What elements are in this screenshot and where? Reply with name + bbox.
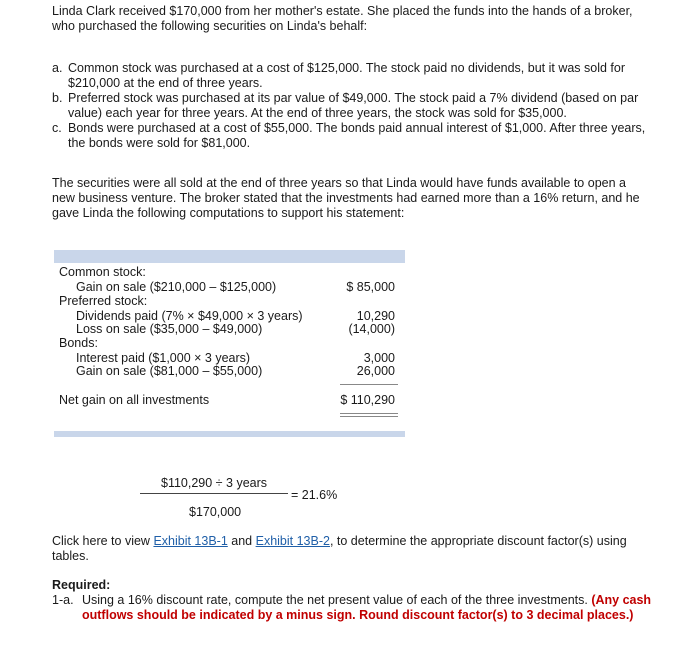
fraction-result: = 21.6% (291, 488, 338, 502)
list-marker: c. (52, 121, 62, 135)
pref-dividend-value: 10,290 (356, 309, 395, 323)
table-header-bar (54, 250, 405, 263)
table-footer-bar (54, 431, 405, 437)
fraction-denominator: $170,000 (189, 505, 242, 519)
list-text: Bonds were purchased at a cost of $55,000. The bonds paid annual interest of $1,000. After three years, the bonds were sold for $81,000. (68, 121, 646, 150)
pref-loss-value: (14,000) (348, 322, 395, 336)
list-text: Preferred stock was purchased at its par value of $49,000. The stock paid a 7% dividend (based on par value) each year for three years. At the end of three years, the stock was sold for $35,000. (68, 91, 639, 120)
broker-paragraph: The securities were all sold at the end of three years so that Linda would have funds available to open a new business venture. The broker stated that the investments had earned more than a 16% return, and he gave Linda the following computations to support his statement: (52, 176, 640, 220)
exhibit-text-middle: and (227, 534, 256, 548)
exhibit-13b-2-link[interactable]: Exhibit 13B-2 (255, 534, 330, 548)
exhibit-13b-1-link[interactable]: Exhibit 13B-1 (153, 534, 228, 548)
common-stock-header: Common stock: (59, 265, 146, 279)
required-note: (Any cash outflows should be indicated by a minus sign. Round discount factor(s) to 3 decimal places.) (82, 593, 652, 622)
fraction-numerator: $110,290 ÷ 3 years (161, 476, 268, 490)
list-marker: b. (52, 91, 63, 105)
required-marker: 1-a. (52, 593, 74, 607)
securities-list (52, 61, 662, 151)
net-gain-value: $ 110,290 (340, 393, 395, 407)
list-item-b (52, 91, 662, 121)
total-rule-1 (340, 413, 398, 414)
bond-gain-value: 26,000 (356, 364, 395, 378)
required-text: Using a 16% discount rate, compute the net present value of each of the three investments. (82, 593, 592, 607)
required-title: Required: (52, 578, 111, 592)
required-item (52, 593, 662, 623)
bond-interest-label: Interest paid ($1,000 × 3 years) (76, 351, 251, 365)
exhibit-text-after: , to determine the appropriate discount factor(s) using tables. (52, 534, 627, 563)
bonds-header: Bonds: (59, 336, 98, 350)
intro-paragraph: Linda Clark received $170,000 from her mother's estate. She placed the funds into the hands of a broker, who purchased the following securities on Linda's behalf: (52, 4, 633, 33)
pref-dividend-label: Dividends paid (7% × $49,000 × 3 years) (76, 309, 303, 323)
exhibit-text-before: Click here to view (52, 534, 154, 548)
total-rule-2 (340, 416, 398, 417)
preferred-stock-header: Preferred stock: (59, 294, 148, 308)
bond-interest-value: 3,000 (363, 351, 395, 365)
pref-loss-label: Loss on sale ($35,000 – $49,000) (76, 322, 263, 336)
subtotal-rule (340, 384, 398, 385)
common-gain-value: $ 85,000 (346, 280, 395, 294)
exhibit-paragraph (52, 534, 652, 564)
fraction-line (140, 493, 288, 494)
list-item-c (52, 121, 662, 151)
common-gain-label: Gain on sale ($210,000 – $125,000) (76, 280, 277, 294)
list-marker: a. (52, 61, 63, 75)
required-text-wrap (82, 593, 662, 623)
bond-gain-label: Gain on sale ($81,000 – $55,000) (76, 364, 263, 378)
net-gain-label: Net gain on all investments (59, 393, 210, 407)
list-item-a (52, 61, 662, 91)
list-text: Common stock was purchased at a cost of $125,000. The stock paid no dividends, but it was sold for $210,000 at the end of three years. (68, 61, 626, 90)
